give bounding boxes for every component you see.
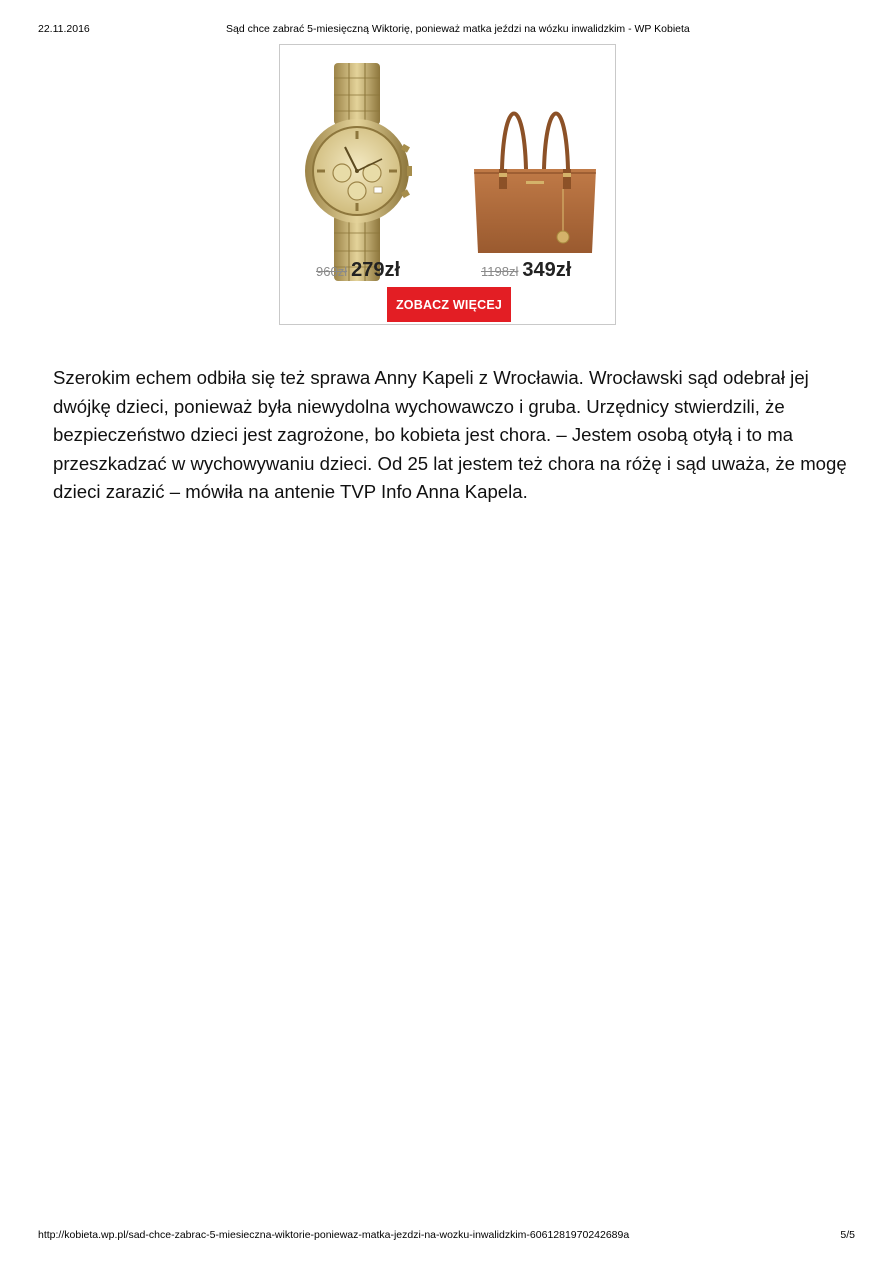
print-header bbox=[38, 22, 855, 36]
watch-image bbox=[302, 63, 412, 283]
watch-old-price: 960zł bbox=[316, 264, 348, 279]
watch-new-price: 279zł bbox=[351, 259, 401, 281]
watch-product[interactable] bbox=[302, 63, 412, 283]
handbag-old-price: 1198zł bbox=[481, 264, 519, 279]
print-date: 22.11.2016 bbox=[38, 23, 90, 35]
print-page-title: Sąd chce zabrać 5-miesięczną Wiktorię, ponieważ matka jeździ na wózku inwalidzkim - WP Kobieta bbox=[226, 23, 690, 35]
print-url: http://kobieta.wp.pl/sad-chce-zabrac-5-miesieczna-wiktorie-poniewaz-matka-jezdzi-na-wozku-inwalidzkim-6061281970242689a bbox=[38, 1229, 630, 1241]
watch-price bbox=[316, 259, 400, 289]
page-number: 5/5 bbox=[840, 1229, 855, 1241]
handbag-price bbox=[481, 259, 571, 289]
handbag-product[interactable] bbox=[468, 89, 602, 259]
article-paragraph: Szerokim echem odbiła się też sprawa Anny Kapeli z Wrocławia. Wrocławski sąd odebrał jej dwójkę dzieci, ponieważ była niewydolna wychowawczo i gruba. Urzędnicy stwierdzili, że bezpieczeństwo dzieci jest zagrożone, bo kobieta jest chora. – Jestem osobą otyłą i to ma przeszkadzać w wychowywaniu dzieci. Od 25 lat jestem też chora na różę i sąd uważa, że mogę dzieci zarazić – mówiła na antenie TVP Info Anna Kapela. bbox=[53, 367, 847, 502]
handbag-image bbox=[468, 89, 602, 259]
print-footer bbox=[38, 1228, 855, 1242]
see-more-button[interactable]: ZOBACZ WIĘCEJ bbox=[387, 287, 511, 322]
handbag-new-price: 349zł bbox=[522, 259, 572, 281]
advertisement-banner[interactable] bbox=[279, 44, 616, 325]
